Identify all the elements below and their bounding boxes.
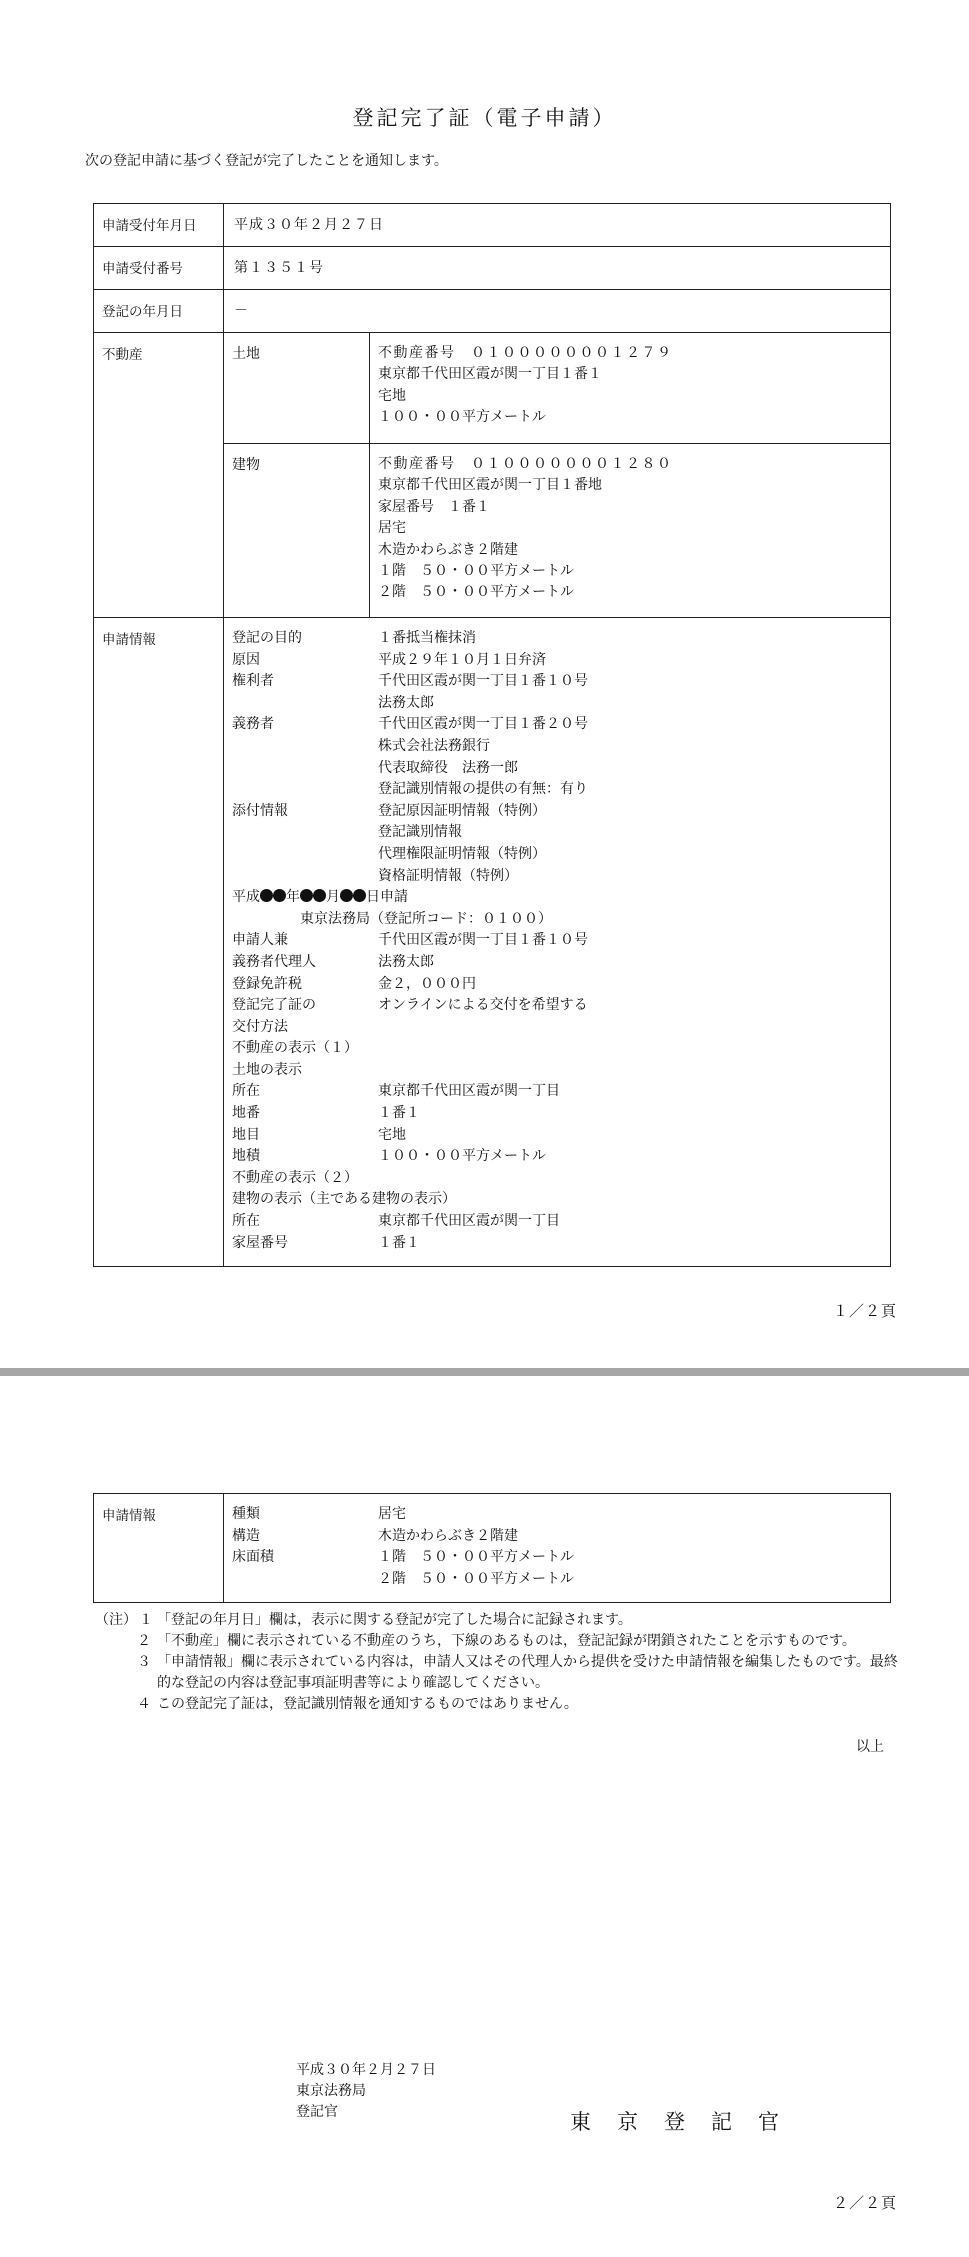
info-line bbox=[232, 866, 882, 888]
registration-table bbox=[93, 203, 891, 1267]
detail-line: 宅地 bbox=[378, 387, 406, 404]
info-line bbox=[232, 1125, 882, 1147]
detail-line: 東京都千代田区霞が関一丁目１番１ bbox=[378, 366, 602, 383]
page-number: ２／２頁 bbox=[832, 2194, 897, 2212]
info-line bbox=[232, 650, 882, 672]
row-value: － bbox=[234, 303, 249, 319]
info-line bbox=[232, 1103, 882, 1125]
detail-line: ２階 ５０・００平方メートル bbox=[378, 584, 574, 601]
info-key bbox=[232, 866, 378, 888]
info-line bbox=[232, 1233, 882, 1255]
info-key: 登記完了証の bbox=[232, 997, 316, 1014]
notes-section bbox=[95, 1610, 905, 1715]
info-line bbox=[232, 779, 882, 801]
info-line bbox=[232, 758, 882, 780]
note-text: この登記完了証は，登記識別情報を通知するものではありません。 bbox=[157, 1696, 578, 1712]
info-value: 居宅 bbox=[378, 1506, 406, 1522]
info-value: 代表取締役 法務一郎 bbox=[378, 759, 518, 776]
sub-label: 建物 bbox=[224, 444, 370, 617]
date-year-unit: 年 bbox=[286, 889, 300, 906]
note-text: 「申請情報」欄に表示されている内容は，申請人又はその代理人から提供を受けた申請情報を編集したものです。最終的な登記の内容は登記事項証明書等により確認してください。 bbox=[157, 1654, 898, 1691]
issue-date: 平成３０年２月２７日 bbox=[296, 2062, 436, 2078]
redaction-dot-icon bbox=[353, 889, 366, 902]
info-line bbox=[232, 1211, 882, 1233]
row-label: 申請情報 bbox=[94, 618, 224, 1266]
info-key bbox=[232, 844, 378, 866]
info-line bbox=[232, 801, 882, 823]
info-line bbox=[232, 714, 882, 736]
detail-line: 不動産番号 ０１０００００００１２８０ bbox=[378, 456, 673, 472]
tochi-row bbox=[224, 333, 890, 443]
info-key: 添付情報 bbox=[232, 802, 288, 819]
info-value: 宅地 bbox=[378, 1126, 406, 1143]
info-text: 建物の表示（主である建物の表示） bbox=[232, 1191, 456, 1208]
info-line bbox=[232, 1081, 882, 1103]
table-row bbox=[94, 246, 890, 289]
row-label: 申請受付番号 bbox=[94, 247, 224, 289]
registry-office: 東京法務局（登記所コード：０１００） bbox=[300, 910, 552, 927]
info-line bbox=[232, 736, 882, 758]
tatemono-details bbox=[370, 444, 890, 617]
info-text: 交付方法 bbox=[232, 1018, 288, 1035]
row-label: 登記の年月日 bbox=[94, 290, 224, 332]
info-key bbox=[232, 822, 378, 844]
info-key: 義務者 bbox=[232, 716, 274, 733]
info-key bbox=[232, 736, 378, 758]
detail-line: 木造かわらぶき２階建 bbox=[378, 541, 518, 558]
info-key: 登録免許税 bbox=[232, 975, 302, 992]
info-value: ２階 ５０・００平方メートル bbox=[378, 1570, 574, 1587]
tatemono-row bbox=[224, 443, 890, 617]
info-key: 原因 bbox=[232, 651, 260, 668]
info-line bbox=[232, 1569, 882, 1591]
redaction-dot-icon bbox=[273, 889, 286, 902]
info-key: 申請人兼 bbox=[232, 932, 288, 949]
detail-line: １００・００平方メートル bbox=[378, 409, 546, 426]
info-text: 不動産の表示（２） bbox=[232, 1169, 358, 1186]
shinsei-details bbox=[224, 1494, 890, 1602]
note-text: 「不動産」欄に表示されている不動産のうち，下線のあるものは，登記記録が閉鎖されたことを示すものです。 bbox=[157, 1633, 856, 1649]
row-value: 第１３５１号 bbox=[234, 260, 324, 276]
info-value: １番１ bbox=[378, 1105, 420, 1122]
registration-table-continued bbox=[93, 1493, 891, 1603]
redaction-dot-icon bbox=[340, 889, 353, 902]
info-line bbox=[232, 1547, 882, 1569]
note-number: ３ bbox=[137, 1654, 151, 1670]
row-value: 平成３０年２月２７日 bbox=[234, 217, 384, 233]
document-title: 登記完了証（電子申請） bbox=[352, 106, 617, 130]
info-value: 東京都千代田区霞が関一丁目 bbox=[378, 1083, 560, 1100]
note-item bbox=[95, 1694, 905, 1715]
info-value: オンラインによる交付を希望する bbox=[378, 997, 588, 1014]
info-value: 登記識別情報 bbox=[378, 824, 462, 841]
redaction-dot-icon bbox=[260, 889, 273, 902]
info-line bbox=[232, 930, 882, 952]
info-value: １階 ５０・００平方メートル bbox=[378, 1549, 574, 1566]
info-line bbox=[232, 822, 882, 844]
info-line bbox=[232, 1060, 882, 1082]
detail-line: 東京都千代田区霞が関一丁目１番地 bbox=[378, 477, 602, 494]
info-line bbox=[232, 1146, 882, 1168]
info-value: 登記識別情報の提供の有無：有り bbox=[378, 781, 588, 798]
info-value: 金２，０００円 bbox=[378, 975, 476, 992]
intro-text: 次の登記申請に基づく登記が完了したことを通知します。 bbox=[85, 153, 448, 169]
info-text: 不動産の表示（１） bbox=[232, 1040, 358, 1057]
info-key: 所在 bbox=[232, 1083, 260, 1100]
info-line bbox=[232, 909, 882, 931]
row-label: 申請情報 bbox=[94, 1494, 224, 1602]
sub-label: 土地 bbox=[224, 333, 370, 443]
detail-line: 不動産番号 ０１０００００００１２７９ bbox=[378, 345, 673, 361]
info-line bbox=[232, 1168, 882, 1190]
info-key: 所在 bbox=[232, 1213, 260, 1230]
info-line bbox=[232, 952, 882, 974]
issuing-office: 東京法務局 bbox=[296, 2083, 366, 2099]
note-number: ２ bbox=[137, 1633, 151, 1649]
row-label: 不動産 bbox=[94, 333, 224, 617]
info-line bbox=[232, 974, 882, 996]
info-value: １番１ bbox=[378, 1234, 420, 1251]
shinsei-details bbox=[224, 618, 890, 1266]
info-value: 株式会社法務銀行 bbox=[378, 737, 490, 754]
info-value: 木造かわらぶき２階建 bbox=[378, 1527, 518, 1544]
note-number: １ bbox=[139, 1612, 153, 1628]
info-line bbox=[232, 671, 882, 693]
row-label: 申請受付年月日 bbox=[94, 204, 224, 246]
table-row-fudosan bbox=[94, 332, 890, 617]
info-key: 義務者代理人 bbox=[232, 953, 316, 970]
info-line bbox=[232, 1017, 882, 1039]
tochi-details bbox=[370, 333, 890, 443]
registrar-name: 東京登記官 bbox=[570, 2110, 805, 2134]
info-value: 資格証明情報（特例） bbox=[378, 867, 518, 884]
issuer-block bbox=[296, 2060, 436, 2123]
page-number: １／２頁 bbox=[832, 1302, 897, 1320]
info-key bbox=[232, 758, 378, 780]
info-value: 法務太郎 bbox=[378, 694, 434, 711]
info-value: １００・００平方メートル bbox=[378, 1148, 546, 1165]
info-line bbox=[232, 1526, 882, 1548]
application-date-line bbox=[232, 887, 882, 909]
note-number: ４ bbox=[137, 1696, 151, 1712]
note-text: 「登記の年月日」欄は，表示に関する登記が完了した場合に記録されます。 bbox=[157, 1612, 632, 1628]
info-key bbox=[232, 693, 378, 715]
info-key: 地目 bbox=[232, 1126, 260, 1143]
info-value: 千代田区霞が関一丁目１番１０号 bbox=[378, 932, 588, 949]
redaction-dot-icon bbox=[313, 889, 326, 902]
table-row bbox=[94, 289, 890, 332]
redaction-dot-icon bbox=[300, 889, 313, 902]
date-month-unit: 月 bbox=[326, 889, 340, 906]
info-key: 床面積 bbox=[232, 1549, 274, 1566]
note-item bbox=[95, 1631, 905, 1652]
info-value: 東京都千代田区霞が関一丁目 bbox=[378, 1213, 560, 1230]
info-value: 登記原因証明情報（特例） bbox=[378, 802, 546, 819]
table-row-shinsei bbox=[94, 1494, 890, 1602]
date-era: 平成 bbox=[232, 889, 260, 906]
info-line bbox=[232, 1038, 882, 1060]
info-value: 千代田区霞が関一丁目１番１０号 bbox=[378, 673, 588, 690]
page-separator bbox=[0, 1368, 969, 1376]
issuer-role: 登記官 bbox=[296, 2104, 338, 2120]
info-value: 法務太郎 bbox=[378, 953, 434, 970]
info-key bbox=[232, 779, 378, 801]
info-value: 平成２９年１０月１日弁済 bbox=[378, 651, 546, 668]
info-value: １番抵当権抹消 bbox=[378, 630, 476, 646]
info-line bbox=[232, 1504, 882, 1526]
table-row bbox=[94, 204, 890, 246]
info-key: 家屋番号 bbox=[232, 1234, 288, 1251]
date-day-unit: 日申請 bbox=[366, 889, 408, 906]
info-value: 代理権限証明情報（特例） bbox=[378, 845, 546, 862]
info-line bbox=[232, 844, 882, 866]
info-line bbox=[232, 628, 882, 650]
detail-line: 家屋番号 １番１ bbox=[378, 498, 490, 515]
info-text: 土地の表示 bbox=[232, 1061, 302, 1078]
detail-line: 居宅 bbox=[378, 520, 406, 537]
detail-line: １階 ５０・００平方メートル bbox=[378, 563, 574, 580]
closing-mark: 以上 bbox=[856, 1739, 884, 1755]
info-key: 権利者 bbox=[232, 673, 274, 690]
info-value: 千代田区霞が関一丁目１番２０号 bbox=[378, 716, 588, 733]
table-row-shinsei bbox=[94, 617, 890, 1266]
info-line bbox=[232, 693, 882, 715]
info-key: 登記の目的 bbox=[232, 630, 302, 646]
note-item bbox=[95, 1610, 905, 1631]
info-key bbox=[232, 1569, 378, 1591]
info-line bbox=[232, 995, 882, 1017]
info-key: 地積 bbox=[232, 1148, 260, 1165]
document-page-2 bbox=[0, 1376, 969, 2257]
info-line bbox=[232, 1189, 882, 1211]
info-key: 種類 bbox=[232, 1506, 260, 1522]
note-item bbox=[95, 1652, 905, 1694]
info-key: 構造 bbox=[232, 1527, 260, 1544]
notes-heading: （注） bbox=[95, 1612, 137, 1628]
info-key: 地番 bbox=[232, 1105, 260, 1122]
